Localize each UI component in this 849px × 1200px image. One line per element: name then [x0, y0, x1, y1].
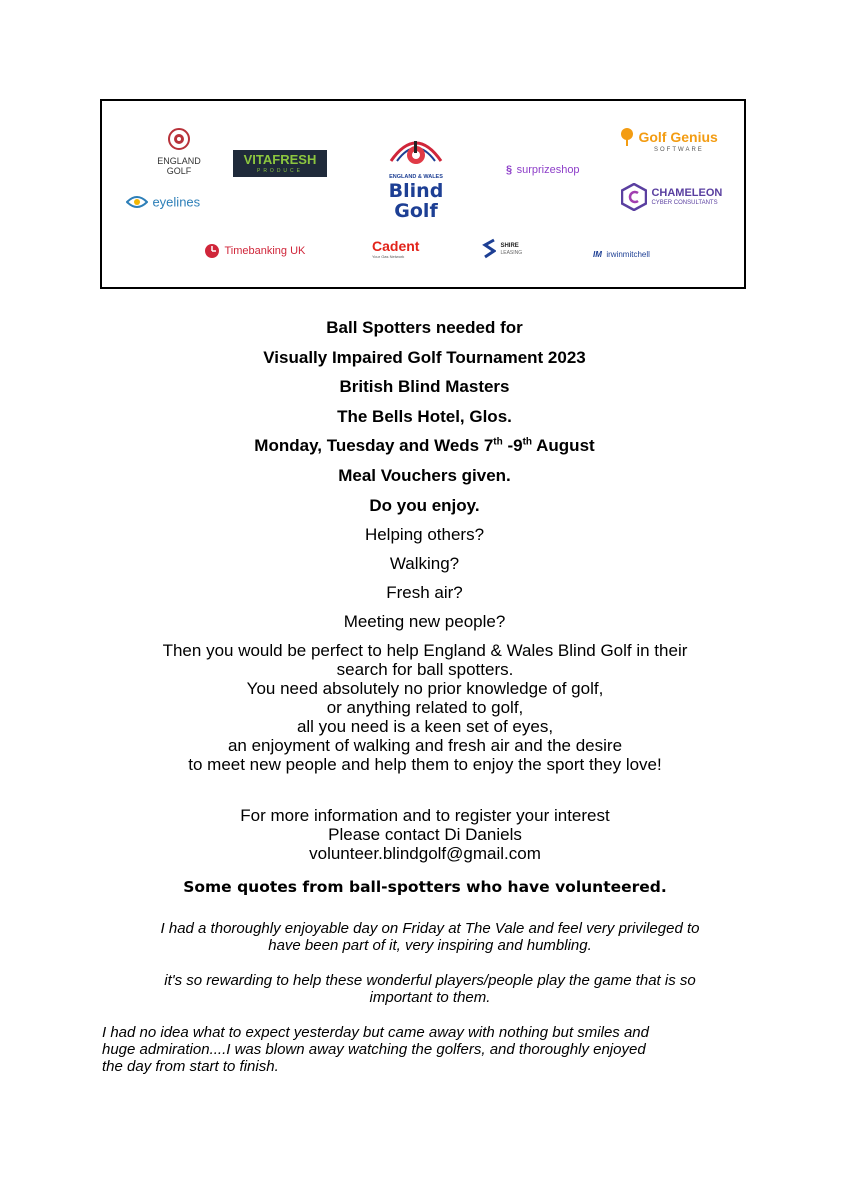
hexagon-c-icon — [621, 183, 647, 211]
question-walking: Walking? — [389, 554, 460, 573]
heading-dates — [0, 436, 849, 456]
dates-suffix-1: th — [493, 436, 503, 448]
quote-1 — [100, 920, 760, 954]
surprizeshop-mark-icon: § — [506, 164, 513, 176]
body-line: an enjoyment of walking and fresh air and the desire — [227, 736, 623, 755]
body-line: to meet new people and help them to enjoy the sport they love! — [188, 755, 662, 774]
rose-icon — [167, 127, 191, 151]
chameleon-logo — [621, 183, 722, 211]
shire-s-icon — [482, 237, 496, 261]
dates-text-start: Monday, Tuesday and Weds 7 — [254, 436, 494, 455]
chameleon-sub: CYBER CONSULTANTS — [651, 200, 718, 206]
eyelines-logo — [126, 193, 200, 211]
timebanking-name: Timebanking UK — [224, 244, 306, 257]
eye-icon — [126, 195, 148, 209]
shire-name: SHIRE — [500, 242, 519, 249]
vitafresh-logo — [233, 150, 327, 177]
england-golf-line2: GOLF — [166, 166, 192, 176]
quote-line: the day from start to finish. — [102, 1058, 279, 1075]
timebanking-logo — [204, 242, 305, 260]
quote-2 — [100, 972, 760, 1006]
england-golf-logo — [148, 127, 210, 176]
shire-sub: LEASING — [500, 249, 523, 256]
cadent-logo — [372, 239, 419, 260]
quotes-heading: Some quotes from ball-spotters who have volunteered. — [183, 878, 667, 896]
shire-leasing-logo — [482, 237, 522, 261]
quote-line: I had no idea what to expect yesterday but came away with nothing but smiles and — [102, 1024, 649, 1041]
eyelines-name: eyelines — [152, 194, 201, 210]
irwin-mitchell-logo — [593, 244, 650, 262]
golfer-eye-icon — [387, 131, 445, 169]
heading-ball-spotters: Ball Spotters needed for — [326, 318, 523, 337]
quote-line: it's so rewarding to help these wonderful players/people play the game that is so — [164, 972, 696, 989]
golf-genius-name: Golf Genius — [638, 129, 718, 145]
cadent-name: Cadent — [372, 238, 420, 254]
contact-block — [100, 806, 750, 863]
blind-golf-name: Blind Golf — [388, 180, 444, 222]
heading-tournament: Visually Impaired Golf Tournament 2023 — [263, 348, 586, 367]
dates-text-mid: -9 — [502, 436, 523, 455]
quote-3 — [102, 1024, 762, 1075]
body-paragraph — [100, 641, 750, 774]
quote-line: I had a thoroughly enjoyable day on Friday at The Vale and feel very privileged to — [160, 920, 700, 937]
quote-line: huge admiration....I was blown away watching the golfers, and thoroughly enjoyed — [102, 1041, 646, 1058]
body-line: all you need is a keen set of eyes, — [296, 717, 554, 736]
quote-line: important to them. — [369, 989, 491, 1006]
heading-venue: The Bells Hotel, Glos. — [337, 407, 512, 426]
body-line: search for ball spotters. — [336, 660, 514, 679]
heading-meal-vouchers: Meal Vouchers given. — [338, 466, 511, 485]
question-fresh-air: Fresh air? — [386, 583, 463, 602]
dates-suffix-2: th — [522, 436, 533, 448]
surprizeshop-logo — [506, 160, 580, 178]
clock-icon — [204, 243, 220, 259]
cadent-sub: Your Gas Network — [372, 254, 405, 259]
contact-email: volunteer.blindgolf@gmail.com — [309, 844, 541, 863]
heading-do-you-enjoy: Do you enjoy. — [369, 496, 480, 515]
vitafresh-name: VITAFRESH — [243, 152, 317, 167]
england-golf-line1: ENGLAND — [157, 156, 201, 166]
quote-line: have been part of it, very inspiring and humbling. — [268, 937, 592, 954]
dates-text-end: August — [532, 436, 595, 455]
vitafresh-sub: PRODUCE — [256, 168, 303, 174]
question-helping-others: Helping others? — [364, 525, 485, 544]
irwin-mitchell-prefix: IM — [593, 250, 602, 259]
blind-golf-top-text: ENGLAND & WALES — [389, 174, 443, 180]
heading-event-name: British Blind Masters — [339, 377, 510, 396]
chameleon-name: CHAMELEON — [651, 187, 723, 199]
question-meeting-people: Meeting new people? — [343, 612, 506, 631]
golf-ball-tee-icon — [620, 127, 634, 147]
irwin-mitchell-name: irwinmitchell — [606, 250, 650, 259]
sponsor-logo-panel — [100, 99, 746, 289]
surprizeshop-name: surprizeshop — [516, 164, 580, 176]
contact-line: For more information and to register your interest — [240, 806, 610, 825]
blind-golf-logo — [364, 131, 468, 221]
golf-genius-sub: SOFTWARE — [654, 147, 704, 153]
golf-genius-logo — [620, 127, 718, 154]
body-line: or anything related to golf, — [326, 698, 524, 717]
body-line: Then you would be perfect to help England & Wales Blind Golf in their — [162, 641, 688, 660]
contact-name: Please contact Di Daniels — [328, 825, 522, 844]
body-line: You need absolutely no prior knowledge of golf, — [246, 679, 604, 698]
